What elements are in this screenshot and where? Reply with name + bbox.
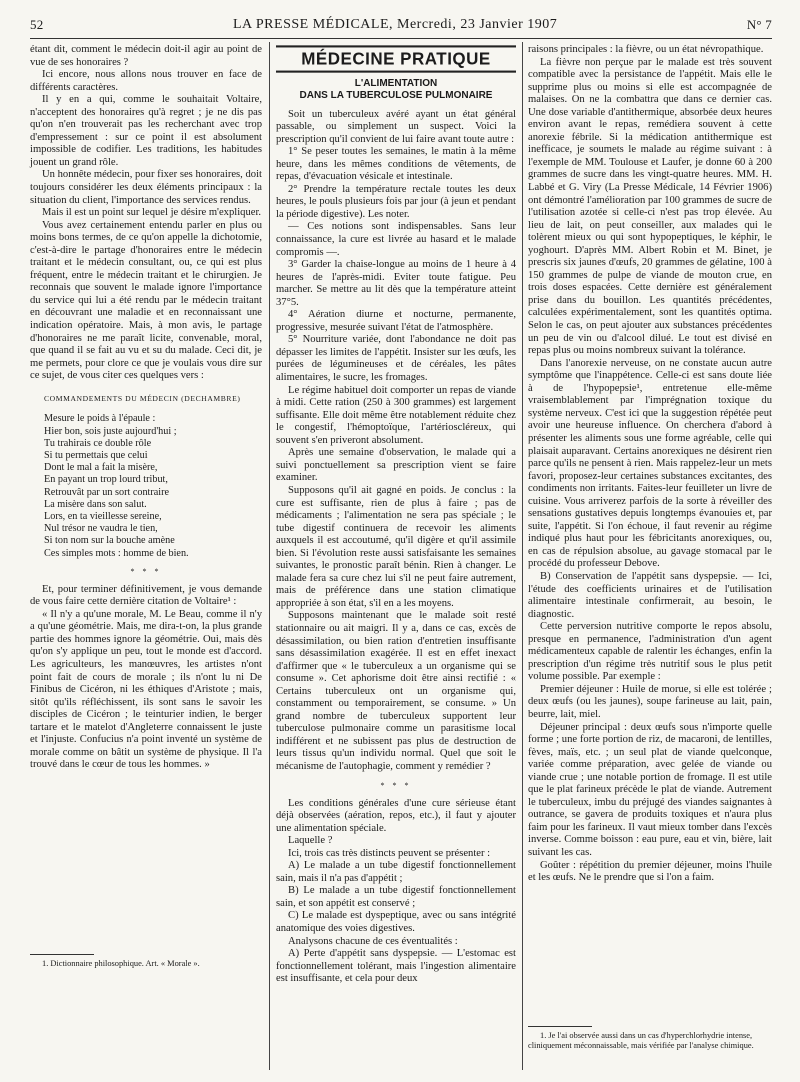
- poem-line: Hier bon, sois juste aujourd'hui ;: [44, 425, 177, 437]
- paragraph: B) Conservation de l'appétit sans dyspepsie. — Ici, l'étude des coefficients urinaires et de l'utilisation alimentaire intestinale confirmerait, au besoin, le diagnostic.: [528, 570, 772, 620]
- paragraph: Cette perversion nutritive comporte le repos absolu, presque en permanence, l'administration d'un agent médicamenteux capable de ralentir les échanges, enfin la prescription d'un régime très nutritif sous le plus petit volume possible. Par exemple :: [528, 621, 772, 683]
- paragraph: 4° Aération diurne et nocturne, permanente, progressive, mesurée suivant l'état de l'atmosphère.: [276, 309, 516, 333]
- section-rubric: MÉDECINE PRATIQUE: [276, 45, 516, 72]
- column-3: [528, 44, 772, 1072]
- poem-line: Mesure le poids à l'épaule :: [44, 413, 156, 425]
- section-separator: * * *: [380, 780, 412, 790]
- paragraph: 2° Prendre la température rectale toutes les deux heures, le pouls plusieurs fois par jour (à jeun et pendant la période digestive). Les noter.: [276, 183, 516, 220]
- paragraph: 1° Se peser toutes les semaines, le matin à la même heure, dans les mêmes conditions de vêtements, de repas, d'évacuation vésicale et intestinale.: [276, 146, 516, 183]
- paragraph: 3° Garder la chaise-longue au moins de 1 heure à 4 heures de l'après-midi. Eviter toute fatigue. Peu marcher. Se mettre au lit dès que la température atteint 37°5.: [276, 259, 516, 308]
- paragraph: Il y en a qui, comme le souhaitait Voltaire, n'acceptent des honoraires qu'à regret ; je ne dis pas qu'on n'en trouverait pas les recherchant avec trop d'empressement : sur ce point il est absolument impossible de codifier. Les traditions, les habitudes jouent un grand rôle.: [30, 94, 262, 168]
- paragraph: Mais il est un point sur lequel je désire m'expliquer.: [42, 207, 262, 219]
- paragraph: Premier déjeuner : Huile de morue, si elle est tolérée ; deux œufs (ou les jaunes), soupe farineuse au lait, pain, beurre, lait, miel.: [528, 683, 772, 720]
- poem-line: La misère dans son salut.: [44, 498, 147, 510]
- poem-line: Lors, en ta vieillesse sereine,: [44, 510, 162, 522]
- paragraph: A) Le malade a un tube digestif fonctionnellement sain, mais il n'a pas d'appétit ;: [276, 860, 516, 884]
- paragraph: Supposons qu'il ait gagné en poids. Je conclus : la cure est suffisante, rien de plus à faire ; pas de médicaments ; l'alimentation ne sera pas spéciale ; le tube digestif continuera de recevoir les aliments auxquels il est accoutumé, qu'il digère et qu'il assimile bien. Si l'évolution reste aussi satisfaisante les semaines suivantes, le pronostic paraît bénin. Rien à changer. Le malade fera sa cure chez lui s'il ne peut faire autrement, mais de préférence dans une station climatique appropriée à son état, s'il en a les moyens.: [276, 484, 516, 609]
- footnote-rule: [30, 954, 94, 955]
- paragraph: « Il n'y a qu'une morale, M. Le Beau, comme il n'y a qu'une géométrie. Mais, me dira-t-on, la plus grande partie des hommes ignore la géométrie. Oui, mais dès qu'on s'y applique un peu, tout le monde est d'accord. Les agriculteurs, les manœuvres, les artistes n'ont point fait de cours de morale ; ils n'ont lu ni De Finibus de Cicéron, ni les éthiques d'Aristote ; mais, sitôt qu'ils réfléchissent, ils sont sans le savoir les disciples de Cicéron ; le teinturier indien, le berger tartare et le matelot d'Angleterre connaissent le juste et l'injuste. Confucius n'a point inventé un système de morale comme on bâtit un système de physique. Il l'a trouvé dans le cœur de tous les hommes. »: [30, 608, 262, 771]
- paragraph: 5° Nourriture variée, dont l'abondance ne doit pas dépasser les limites de l'appétit. Insister sur les œufs, les purées de légumineuses et de céréales, les pâtes alimentaires, le sucre, les fromages.: [276, 334, 516, 384]
- page-header: [30, 14, 772, 36]
- paragraph: Soit un tuberculeux avéré ayant un état général passable, ou simplement un suspect. Voici la prescription qu'il convient de lui faire avant toute autre :: [276, 108, 516, 145]
- poem-line: Si tu permettais que celui: [44, 449, 148, 461]
- page-number: 52: [30, 17, 44, 32]
- header-rule: [30, 38, 772, 39]
- article-title-line: L'ALIMENTATION: [354, 77, 438, 89]
- poem-line: Retrouvât par un sort contraire: [44, 486, 170, 498]
- paragraph: C) Le malade est dyspeptique, avec ou sans intégrité anatomique des voies digestives.: [276, 910, 516, 934]
- column-2: [276, 44, 516, 1072]
- poem-line: Ces simples mots : homme de bien.: [44, 547, 189, 559]
- paragraph: Ici, trois cas très distincts peuvent se présenter :: [288, 847, 491, 859]
- paragraph: Un honnête médecin, pour fixer ses honoraires, doit toujours considérer les deux éléments principaux : la situation du client, l'importance des services rendus.: [30, 169, 262, 206]
- paragraph: Après une semaine d'observation, le malade qui a suivi ponctuellement sa prescription vient se faire examiner.: [276, 447, 516, 484]
- paragraph: Goûter : répétition du premier déjeuner, moins l'huile et les œufs. Ne le prendre que si l'on a faim.: [528, 859, 772, 884]
- poem-line: En payant un trop lourd tribut,: [44, 474, 168, 486]
- paragraph: La fièvre non perçue par le malade est très souvent compatible avec la persistance de l'appétit. Mais elle le supprime plus ou moins si elle est accompagnée de malaises. On ne la combattra que dans ce dernier cas. Une dose variable d'antithermique, absorbée deux heures environ avant le repas, remédiera souvent à cette anorexie fébrile. Si la médication antithermique est inefficace, je soumets le malade au régime suivant : à l'exemple de MM. Toulouse et Laufer, je donne 60 à 200 grammes de sucre dans les vingt-quatre heures. MM. H. Labbé et G. Viry (La Presse Médicale, 14 Février 1906) ont démontré l'amélioration par 100 grammes de sucre de l'utilisation azotée si celle-ci n'est pas trop élevée. Au lieu de lait, on peut conseiller, aux malades qui le tolèrent mieux ou qui sont hypopeptiques, le képhir, le yoghourt. D'après MM. Albert Robin et M. Binet, je prescris six jaunes d'œufs, 20 grammes de gélatine, 100 à 150 grammes de pulpe de viande de mouton crue, en trois doses espacées. Cette dernière est généralement prise dans du bouillon. Les quantités précédentes, calculées expérimentalement, sont les quantités optima. Selon le cas, on peut ajouter aux substances précédentes un peu de vin ou d'alcool dilué. Le tout est divisé en repas plus ou moins nombreux suivant la tolérance.: [528, 56, 772, 357]
- paragraph: A) Perte d'appétit sans dyspepsie. — L'estomac est fonctionnellement tolérant, mais l'ingestion alimentaire est insuffisante, et cela pour deux: [276, 948, 516, 985]
- poem-title: COMMANDEMENTS DU MÉDECIN (DECHAMBRE): [44, 393, 241, 403]
- footnote: 1. Dictionnaire philosophique. Art. « Morale ».: [42, 959, 200, 968]
- column-3-footnote: [528, 1026, 772, 1051]
- poem-line: Tu trahirais ce double rôle: [44, 437, 152, 449]
- paragraph: Supposons maintenant que le malade soit resté stationnaire ou ait maigri. Il y a, dans ce cas, excès de désassimilation, ou bien ration d'entretien insuffisante sans désassimilation exagérée. Il est en effet inexact d'affirmer que « le tuberculeux a un organisme qui se consume ». Cet aphorisme doit être ainsi rectifié : « Certains tuberculeux ont un organisme qui, constamment ou temporairement, se consume. » Un grand nombre de tuberculeux supportent leur tuberculose pulmonaire comme un parasitisme local indifférent et ne subissent pas plus de destruction de leurs tissus qu'un individu normal. Quel que soit le mécanisme de l'autophagie, comment y remédier ?: [276, 610, 516, 772]
- paragraph: Déjeuner principal : deux œufs sous n'importe quelle forme ; une forte portion de riz, de macaroni, de lentilles, fèves, maïs, etc. ; un seul plat de viande quelconque, variée comme préparation, avec gelée de viande ou viande crue ; une notable portion de fromage. Il est utile que le plat farineux précède le plat de viande. Autrement le tuberculeux, imbu du préjugé des viandes saignantes à outrance, se gavera de produits toxiques et n'aura plus faim pour les farineux. Il vaut mieux tomber dans l'excès inverse. Comme boisson : eau pure, eau et vin, bière, lait suivant les cas.: [528, 721, 772, 858]
- paragraph: Ici encore, nous allons nous trouver en face de différents caractères.: [30, 69, 262, 93]
- article-title: [276, 78, 516, 102]
- footnote-rule: [528, 1026, 592, 1027]
- column-1-footnote: [30, 954, 262, 969]
- paragraph: raisons principales : la fièvre, ou un état névropathique.: [528, 44, 764, 55]
- paragraph: Dans l'anorexie nerveuse, on ne constate aucun autre symptôme que l'inappétence. Celle-ci est sans doute liée à de l'hypopepsie¹, entretenue elle-même vraisemblablement par l'imprégnation toxique du système nerveux. C'est ici que la suggestion répétée peut avoir une heureuse influence. On cherchera d'abord à présenter les aliments sous une forme agréable, celle qui plaisait auparavant. Certains anorexiques ne désirent rien parce qu'ils ne pensent à rien. Mais rappelez-leur un mets favori, proposez-leur certaines substances excitantes, des condiments non irritants. Faites-leur feuilleter un livre de cuisine. Vous arriverez parfois de la sorte à réveiller des sensations gustatives depuis longtemps évanouies et, par suite, l'appétit. Si l'on échoue, il faut revenir au régime indiqué plus haut pour les fébricitants anorexiques, ou, en cas de répulsion absolue, au gavage stomacal par le procédé du professeur Debove.: [528, 357, 772, 570]
- paragraph: étant dit, comment le médecin doit-il agir au point de vue de ses honoraires ?: [30, 44, 262, 68]
- article-title-line: DANS LA TUBERCULOSE PULMONAIRE: [299, 89, 493, 101]
- paragraph: Vous avez certainement entendu parler en plus ou moins bons termes, de ce qu'on appelle la dichotomie, c'est-à-dire le partage d'honoraires entre le médecin traitant et le médecin consultant, ou, ce qui est plus fréquent, entre le médecin traitant et le chirurgien. Je reconnais que souvent le malade ignore l'importance du service qui lui a été rendu par le médecin traitant en découvrant une maladie et en reconnaissant une indication opératoire. Mais, à mon avis, le partage d'honoraires ne me paraît licite, convenable, moral, que quand il se fait au vu et su du malade. Ceci dit, je me permets, pour clore ce que je voulais vous dire sur ce sujet, de vous citer ces quelques vers :: [30, 219, 262, 382]
- paragraph: Le régime habituel doit comporter un repas de viande à midi. Cette ration (250 à 300 grammes) est largement suffisante. Elle doit même être notablement réduite chez le congestif, l'hémoptoïque, l'artérioscléreux, qui souvent s'en priveront absolument.: [276, 384, 516, 446]
- column-1: [30, 44, 262, 1072]
- paragraph: Analysons chacune de ces éventualités :: [288, 935, 458, 947]
- journal-title: LA PRESSE MÉDICALE, Mercredi, 23 Janvier 1907: [233, 17, 558, 32]
- paragraph: Les conditions générales d'une cure sérieuse étant déjà observées (aération, repos, etc.), il faut y ajouter une alimentation spéciale.: [276, 797, 516, 834]
- paragraph: Laquelle ?: [288, 835, 333, 847]
- paragraph: — Ces notions sont indispensables. Sans leur connaissance, la cure est livrée au hasard et le malade compromis —.: [276, 221, 516, 258]
- poem-line: Dont le mal a fait la misère,: [44, 462, 158, 474]
- issue-number: N° 7: [746, 17, 772, 32]
- poem: [44, 413, 262, 559]
- footnote: 1. Je l'ai observée aussi dans un cas d'hyperchlorhydrie intense, cliniquement méconnaissable, mais vérifiée par l'analyse chimique.: [528, 1031, 754, 1050]
- poem-line: Nul trésor ne vaudra le tien,: [44, 523, 158, 535]
- poem-line: Si ton nom sur la bouche amène: [44, 535, 175, 547]
- paragraph: Et, pour terminer définitivement, je vous demande de vous faire cette dernière citation de Voltaire¹ :: [30, 583, 262, 608]
- column-divider-1: [269, 42, 270, 1070]
- column-divider-2: [522, 42, 523, 1070]
- paragraph: B) Le malade a un tube digestif fonctionnellement sain, et son appétit est conservé ;: [276, 885, 516, 909]
- section-separator: * * *: [130, 566, 162, 576]
